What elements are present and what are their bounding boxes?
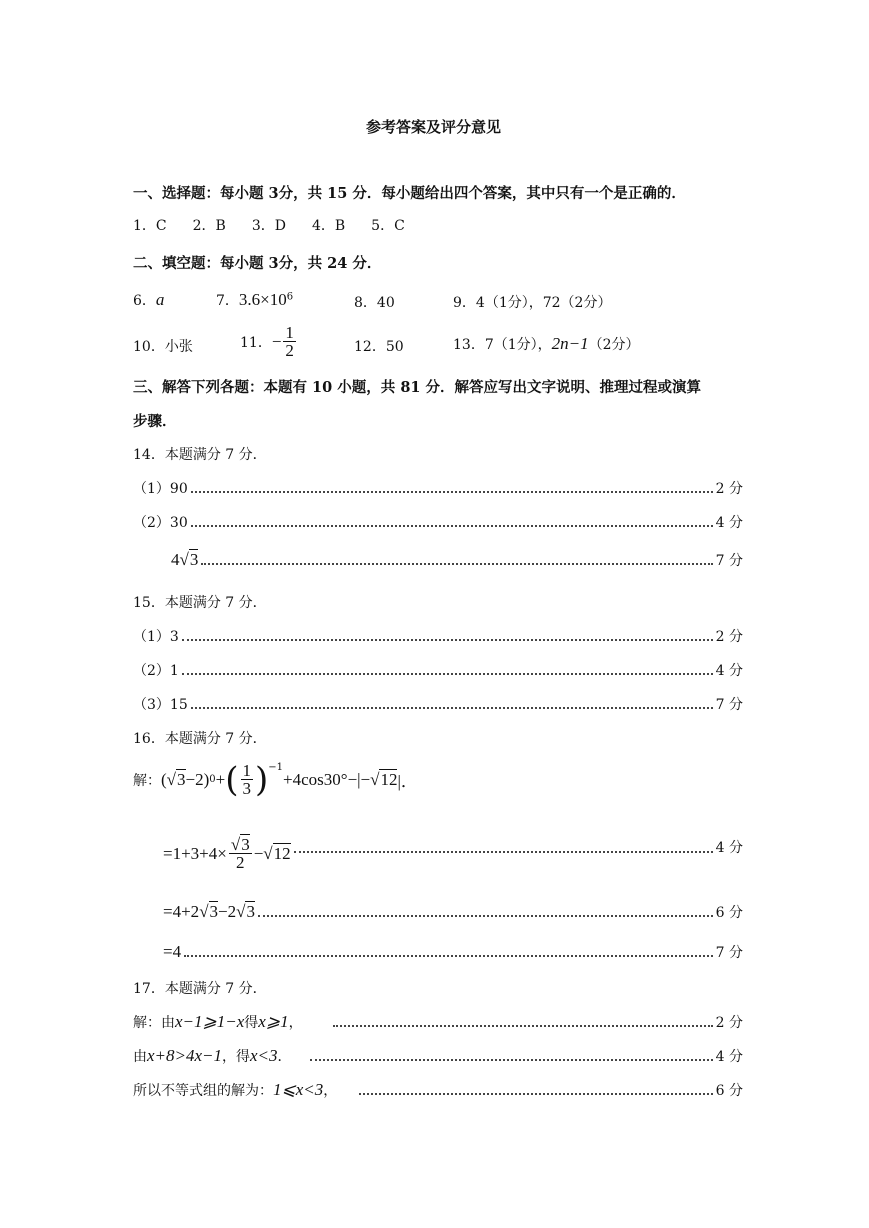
answer-7-label: 7． [216,293,239,309]
answer-11-fraction [283,324,296,359]
q15-line-2-text: （2）1 [133,663,179,679]
dotted-leader [333,1024,713,1027]
q16-expr-exp0: 0 [209,774,216,785]
q17-line-1-expr: x−1⩾1−x [175,1012,245,1031]
q16-step-2-expr: =4+2√3−2√3 [163,902,255,921]
right-paren: ) [255,759,269,800]
dotted-leader [294,850,713,853]
section1-heading: 一、选择题：每小题 3分，共 15 分．每小题给出四个答案，其中只有一个是正确的． [133,185,686,202]
q16-step-1-num: √3 [230,835,250,854]
answer-11-denominator: 2 [285,341,294,360]
q17-line-2-b: ，得 [222,1049,251,1065]
q16-expr-d: |． [397,772,418,791]
q14-line-2-text: （2）30 [133,515,188,531]
answer-7 [216,290,293,310]
q14-line-3-rad: 3 [189,550,199,569]
q15-line-3-score: 7 分 [715,697,743,713]
dotted-leader [191,706,713,709]
answer-6-value: a [155,290,165,309]
answer-11-label: 11． [240,334,272,351]
q14-line-3 [133,550,743,570]
answer-13 [453,334,640,354]
q14-line-2-score: 4 分 [715,515,743,531]
page-title: 参考答案及评分意见 [366,118,502,136]
q15-line-3-text: （3）15 [133,697,188,713]
q16-step-1-b: − [253,843,264,863]
q14-line-2 [133,512,743,532]
q16-step-1-num-rad: 3 [241,835,250,854]
q16-step-2-a: =4+2 [163,902,200,921]
q16-step-2-score: 6 分 [715,905,743,921]
q14-line-1-text: （1）90 [133,481,188,497]
q16-solve-label: 解： [133,772,161,789]
section3-heading-line1: 三、解答下列各题：本题有 10 小题，共 81 分．解答应写出文字说明、推理过程或演算 [133,379,702,396]
q17-line-2-expr2: x<3 [250,1046,278,1065]
dotted-leader [201,562,712,565]
q17-line-3-score: 6 分 [715,1083,743,1099]
q17-line-1-a: 解：由 [133,1015,175,1031]
left-paren: ( [225,759,239,800]
answer-13-a: 13．7（1分）， [453,337,552,353]
q17-line-1 [133,1012,743,1032]
q16-frac-den: 3 [242,779,251,798]
q14-title: 14．本题满分 7 分． [133,447,267,463]
dotted-leader [184,954,713,957]
answer-7-base: 3.6×10 [238,290,287,309]
answer-4: 4．B [311,218,346,234]
q16-step-3 [133,942,743,962]
q16-expr-plus: + [215,769,226,789]
dotted-leader [182,638,713,641]
answer-11 [240,324,298,359]
q14-line-3-coef: 4 [171,550,180,569]
q14-line-3-score: 7 分 [715,553,743,569]
answer-7-exp: 6 [286,291,294,303]
answer-3: 3．D [251,218,286,234]
q17-line-2-score: 4 分 [715,1049,743,1065]
q16-expr-rad: 3 [177,770,186,789]
q16-step-1 [133,836,743,871]
q14-line-3-expr: 4√3 [171,550,199,569]
q17-line-3-a: 所以不等式组的解为： [133,1083,273,1099]
dotted-leader [191,490,713,493]
q15-line-2-score: 4 分 [715,663,743,679]
q16-fraction [241,762,254,797]
dotted-leader [191,524,713,527]
q17-line-2-a: 由 [133,1049,147,1065]
q16-expression: 解： ( √ 3 −2) 0 + ( $\frac{1}{3}$ ) $^{-1}$ +4cos30°−|− √ 12 |． [133,759,418,800]
answer-9: 9．4（1分），72（2分） [453,295,612,311]
answer-12: 12．50 [354,339,404,355]
answer-13-expr: 2n−1 [551,334,589,353]
q16-step-1-a: =1+3+4× [163,843,227,863]
dotted-leader [182,672,713,675]
q14-line-1 [133,478,743,498]
answer-2: 2．B [192,218,226,234]
answer-10: 10．小张 [133,339,193,355]
q17-line-1-score: 2 分 [715,1015,743,1031]
q17-line-1-expr2: x⩾1 [258,1012,289,1031]
q17-line-3 [133,1080,743,1100]
dotted-leader [258,914,713,917]
answer-6-label: 6． [133,293,156,309]
answer-6 [133,290,164,310]
q16-step-3-expr: =4 [163,942,182,961]
q15-line-1-score: 2 分 [715,629,743,645]
q16-step-1-fraction [229,836,252,871]
answer-5: 5．C [371,218,405,234]
q17-line-2 [133,1046,743,1066]
section3-heading-line2: 步骤． [133,413,177,430]
q16-step-2-rad1: 3 [209,902,219,921]
answer-8: 8．40 [354,295,395,311]
section2-heading: 二、填空题：每小题 3分，共 24 分． [133,255,382,272]
q16-expr-exp1: −1 [268,762,284,773]
q16-step-1-rad12: 12 [273,844,291,863]
q16-step-2-b: −2 [218,902,237,921]
q15-title: 15．本题满分 7 分． [133,595,267,611]
answer-11-numerator: 1 [285,323,294,342]
q17-line-1-content [133,1012,303,1032]
q16-frac-num: 1 [242,761,251,780]
q17-line-3-content [133,1080,337,1100]
q16-title: 16．本题满分 7 分． [133,731,267,747]
q17-line-2-expr: x+8>4x−1 [147,1046,223,1065]
q16-step-1-score: 4 分 [715,840,743,856]
q17-line-2-c: ． [277,1049,292,1065]
q17-line-3-b: ， [323,1083,338,1099]
q15-line-3 [133,694,743,714]
answer-1: 1．C [133,218,167,234]
dotted-leader [310,1058,713,1061]
answer-13-b: （2分） [588,337,640,353]
q15-line-1-text: （1）3 [133,629,179,645]
q17-line-3-expr: 1⩽x<3 [273,1080,324,1099]
q16-expr-rad12: 12 [380,770,398,789]
answer-11-sign: − [271,331,282,351]
q16-expr-c: +4cos30°−|− [283,769,371,789]
q17-line-1-b: 得 [244,1015,259,1031]
q17-line-1-c: ， [288,1015,303,1031]
q15-line-1 [133,626,743,646]
choice-answers [133,215,405,235]
q16-step-1-expr: =1+3+4× $\frac{√3}{2}$ − √ 12 [163,835,291,872]
q16-step-3-score: 7 分 [715,945,743,961]
q15-line-2 [133,660,743,680]
q17-title: 17．本题满分 7 分． [133,981,267,997]
q16-step-2 [133,902,743,922]
q16-expr-b: −2) [185,769,210,789]
dotted-leader [359,1092,712,1095]
q17-line-2-content [133,1046,292,1066]
q16-expr-a: ( [161,769,167,789]
q16-step-1-den: 2 [236,853,245,872]
q14-line-1-score: 2 分 [715,481,743,497]
q16-step-2-rad2: 3 [246,902,255,921]
